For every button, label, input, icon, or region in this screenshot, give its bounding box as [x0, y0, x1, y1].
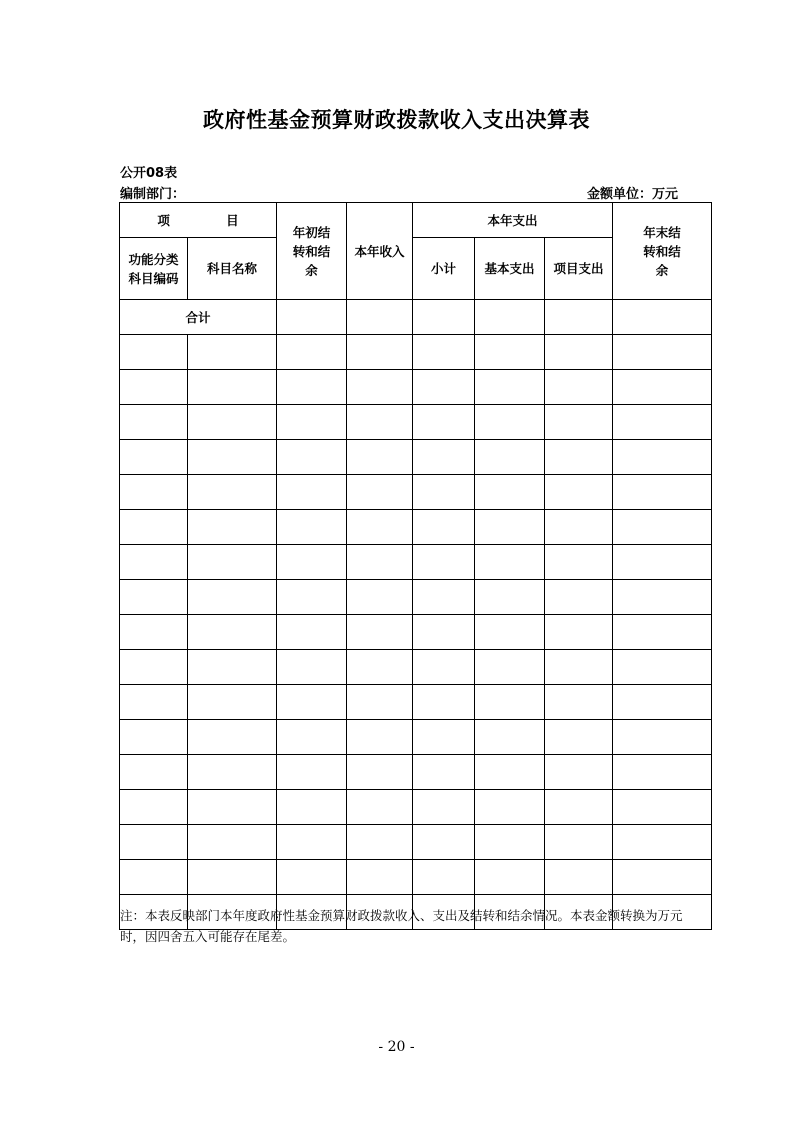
table-cell: [613, 475, 712, 510]
table-row: [120, 825, 712, 860]
table-cell: [475, 790, 545, 825]
table-cell: [475, 335, 545, 370]
table-cell: [413, 370, 475, 405]
table-cell: [347, 335, 413, 370]
table-cell: [545, 685, 613, 720]
table-cell: [545, 405, 613, 440]
table-cell: [188, 615, 277, 650]
table-cell: [613, 615, 712, 650]
table-cell: [277, 860, 347, 895]
form-number: 公开08表: [120, 166, 178, 181]
total-cell: [613, 300, 712, 335]
table-cell: [277, 370, 347, 405]
table-cell: [475, 475, 545, 510]
table-cell: [413, 440, 475, 475]
table-cell: [413, 545, 475, 580]
amount-unit-label: 金额单位：万元: [586, 187, 678, 202]
table-row: [120, 615, 712, 650]
table-cell: [545, 475, 613, 510]
table-cell: [347, 580, 413, 615]
table-row: [120, 685, 712, 720]
table-cell: [475, 720, 545, 755]
department-label: 编制部门：: [120, 187, 186, 202]
table-cell: [120, 615, 188, 650]
table-cell: [277, 720, 347, 755]
table-cell: [347, 755, 413, 790]
table-cell: [413, 720, 475, 755]
table-cell: [120, 860, 188, 895]
table-cell: [188, 475, 277, 510]
page-title: 政府性基金预算财政拨款收入支出决算表: [203, 108, 590, 132]
table-cell: [277, 405, 347, 440]
table-cell: [475, 580, 545, 615]
table-cell: [277, 475, 347, 510]
table-cell: [120, 580, 188, 615]
header-func-code: 功能分类科目编码: [120, 238, 188, 300]
table-cell: [188, 685, 277, 720]
table-cell: [277, 790, 347, 825]
table-cell: [545, 755, 613, 790]
table-cell: [277, 580, 347, 615]
table-cell: [475, 650, 545, 685]
page-number: - 20 -: [378, 1039, 415, 1055]
table-cell: [188, 370, 277, 405]
table-row: [120, 720, 712, 755]
table-row: [120, 650, 712, 685]
table-cell: [120, 475, 188, 510]
table-cell: [120, 405, 188, 440]
table-cell: [545, 615, 613, 650]
table-cell: [347, 545, 413, 580]
table-cell: [277, 510, 347, 545]
table-cell: [545, 370, 613, 405]
header-project-expense: 项目支出: [545, 238, 613, 300]
table-cell: [347, 790, 413, 825]
table-cell: [475, 685, 545, 720]
table-cell: [413, 860, 475, 895]
table-cell: [347, 370, 413, 405]
table-row: [120, 370, 712, 405]
header-subtotal: 小计: [413, 238, 475, 300]
table-cell: [120, 545, 188, 580]
table-cell: [188, 580, 277, 615]
table-row: [120, 510, 712, 545]
table-cell: [413, 615, 475, 650]
table-cell: [277, 545, 347, 580]
table-cell: [188, 755, 277, 790]
table-cell: [613, 580, 712, 615]
table-cell: [347, 615, 413, 650]
table-cell: [188, 405, 277, 440]
table-row: [120, 860, 712, 895]
table-cell: [347, 720, 413, 755]
table-cell: [545, 825, 613, 860]
table-cell: [188, 720, 277, 755]
total-cell: [413, 300, 475, 335]
table-cell: [188, 510, 277, 545]
table-row: [120, 335, 712, 370]
table-cell: [277, 440, 347, 475]
table-cell: [347, 475, 413, 510]
table-cell: [277, 615, 347, 650]
table-cell: [613, 790, 712, 825]
table-row: [120, 475, 712, 510]
table-cell: [413, 755, 475, 790]
table-cell: [413, 825, 475, 860]
table-cell: [413, 790, 475, 825]
table-cell: [120, 440, 188, 475]
budget-table: [119, 202, 712, 930]
table-cell: [613, 440, 712, 475]
table-cell: [347, 825, 413, 860]
table-cell: [188, 825, 277, 860]
table-cell: [188, 440, 277, 475]
table-row: [120, 440, 712, 475]
table-cell: [120, 510, 188, 545]
table-cell: [545, 440, 613, 475]
table-cell: [277, 650, 347, 685]
table-cell: [347, 405, 413, 440]
table-cell: [545, 720, 613, 755]
table-cell: [413, 650, 475, 685]
table-cell: [613, 650, 712, 685]
table-cell: [613, 755, 712, 790]
table-row: [120, 405, 712, 440]
table-cell: [120, 650, 188, 685]
table-cell: [413, 405, 475, 440]
table-cell: [475, 510, 545, 545]
table-cell: [120, 370, 188, 405]
table-cell: [613, 335, 712, 370]
table-cell: [545, 650, 613, 685]
table-cell: [120, 790, 188, 825]
footnote: 注：本表反映部门本年度政府性基金预算财政拨款收入、支出及结转和结余情况。本表金额转换为万元时，因四舍五入可能存在尾差。: [120, 908, 683, 944]
table-cell: [347, 510, 413, 545]
table-cell: [475, 860, 545, 895]
header-end-balance: 年末结转和结余: [613, 203, 712, 300]
table-cell: [347, 860, 413, 895]
table-cell: [475, 615, 545, 650]
table-row: [120, 580, 712, 615]
table-cell: [413, 685, 475, 720]
table-cell: [120, 720, 188, 755]
table-cell: [277, 685, 347, 720]
table-cell: [613, 860, 712, 895]
table-cell: [545, 510, 613, 545]
table-cell: [347, 440, 413, 475]
table-row: [120, 545, 712, 580]
total-cell: [347, 300, 413, 335]
header-item: 项 目: [120, 203, 277, 238]
table-cell: [120, 755, 188, 790]
table-cell: [120, 335, 188, 370]
total-cell: [277, 300, 347, 335]
table-cell: [613, 370, 712, 405]
table-cell: [475, 755, 545, 790]
table-cell: [545, 790, 613, 825]
table-cell: [613, 405, 712, 440]
table-cell: [277, 825, 347, 860]
table-cell: [413, 580, 475, 615]
table-cell: [545, 545, 613, 580]
table-cell: [188, 790, 277, 825]
table-cell: [613, 510, 712, 545]
table-row: [120, 755, 712, 790]
table-cell: [545, 580, 613, 615]
table-cell: [475, 825, 545, 860]
total-label: 合计: [120, 300, 277, 335]
header-expense: 本年支出: [413, 203, 613, 238]
header-begin-balance: 年初结转和结余: [277, 203, 347, 300]
table-cell: [188, 650, 277, 685]
total-cell: [475, 300, 545, 335]
table-cell: [613, 825, 712, 860]
table-cell: [188, 860, 277, 895]
total-row: [120, 300, 712, 335]
table-cell: [120, 825, 188, 860]
table-cell: [413, 335, 475, 370]
table-cell: [413, 475, 475, 510]
table-cell: [120, 685, 188, 720]
table-cell: [475, 370, 545, 405]
table-cell: [545, 335, 613, 370]
table-cell: [613, 685, 712, 720]
table-cell: [475, 405, 545, 440]
total-cell: [545, 300, 613, 335]
table-cell: [613, 545, 712, 580]
table-cell: [613, 720, 712, 755]
table-cell: [475, 440, 545, 475]
table-row: [120, 790, 712, 825]
table-cell: [347, 650, 413, 685]
table-cell: [188, 335, 277, 370]
table-cell: [188, 545, 277, 580]
header-basic-expense: 基本支出: [475, 238, 545, 300]
table-cell: [277, 335, 347, 370]
header-income: 本年收入: [347, 203, 413, 300]
table-cell: [545, 860, 613, 895]
table-cell: [347, 685, 413, 720]
table-cell: [413, 510, 475, 545]
table-cell: [277, 755, 347, 790]
header-subject-name: 科目名称: [188, 238, 277, 300]
table-cell: [475, 545, 545, 580]
